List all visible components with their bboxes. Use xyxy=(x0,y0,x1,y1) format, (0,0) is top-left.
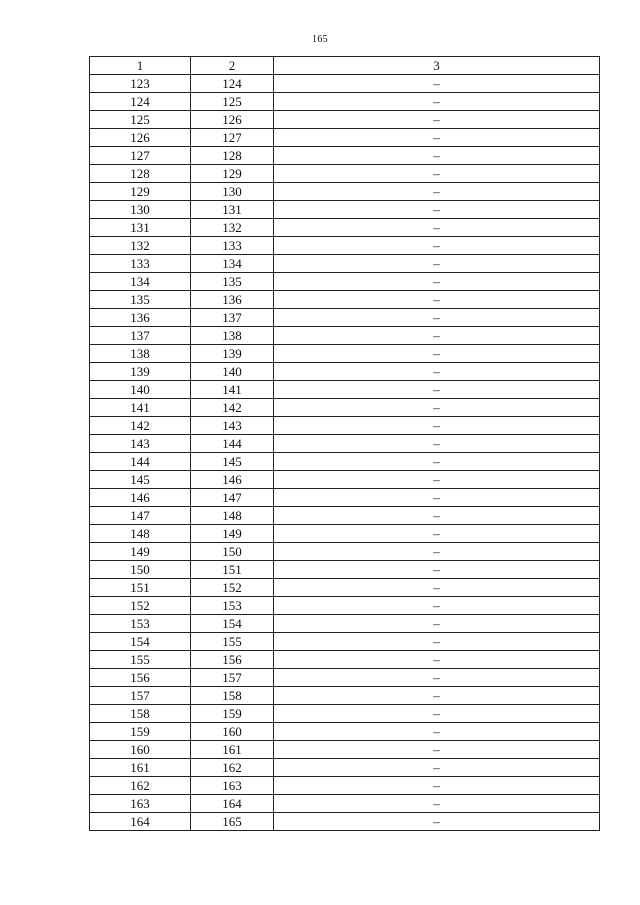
table-cell-col-2: 138 xyxy=(191,327,274,345)
table-cell-col-3: – xyxy=(274,399,600,417)
table-cell-col-1: 141 xyxy=(90,399,191,417)
table-cell-col-2: 151 xyxy=(191,561,274,579)
table-cell-col-1: 150 xyxy=(90,561,191,579)
table-row xyxy=(90,561,600,579)
table-row xyxy=(90,219,600,237)
table-cell-col-1: 132 xyxy=(90,237,191,255)
table-cell-col-1: 151 xyxy=(90,579,191,597)
table-cell-col-3: – xyxy=(274,147,600,165)
table-row xyxy=(90,795,600,813)
table-cell-col-3: – xyxy=(274,561,600,579)
table-cell-col-3: – xyxy=(274,489,600,507)
table-row xyxy=(90,759,600,777)
table-cell-col-3: – xyxy=(274,273,600,291)
table-cell-col-2: 145 xyxy=(191,453,274,471)
table-cell-col-2: 132 xyxy=(191,219,274,237)
column-header-2: 2 xyxy=(191,57,274,75)
table-cell-col-3: – xyxy=(274,183,600,201)
table-cell-col-1: 156 xyxy=(90,669,191,687)
table-row xyxy=(90,777,600,795)
table-cell-col-2: 156 xyxy=(191,651,274,669)
table-cell-col-2: 157 xyxy=(191,669,274,687)
table-cell-col-1: 142 xyxy=(90,417,191,435)
table-cell-col-1: 157 xyxy=(90,687,191,705)
table-cell-col-1: 147 xyxy=(90,507,191,525)
table-cell-col-3: – xyxy=(274,651,600,669)
column-header-3: 3 xyxy=(274,57,600,75)
table-cell-col-1: 158 xyxy=(90,705,191,723)
table-cell-col-2: 124 xyxy=(191,75,274,93)
table-cell-col-1: 143 xyxy=(90,435,191,453)
table-cell-col-1: 159 xyxy=(90,723,191,741)
table-cell-col-1: 138 xyxy=(90,345,191,363)
table-cell-col-3: – xyxy=(274,525,600,543)
table-cell-col-3: – xyxy=(274,687,600,705)
table-row xyxy=(90,435,600,453)
table-cell-col-1: 135 xyxy=(90,291,191,309)
table-cell-col-1: 153 xyxy=(90,615,191,633)
table-cell-col-2: 135 xyxy=(191,273,274,291)
table-row xyxy=(90,273,600,291)
table-cell-col-2: 147 xyxy=(191,489,274,507)
table-row xyxy=(90,381,600,399)
table-row xyxy=(90,525,600,543)
table-cell-col-1: 137 xyxy=(90,327,191,345)
data-table-container xyxy=(89,56,600,831)
table-row xyxy=(90,687,600,705)
table-cell-col-3: – xyxy=(274,507,600,525)
table-row xyxy=(90,165,600,183)
table-cell-col-3: – xyxy=(274,759,600,777)
table-cell-col-2: 154 xyxy=(191,615,274,633)
table-cell-col-2: 139 xyxy=(191,345,274,363)
table-cell-col-2: 131 xyxy=(191,201,274,219)
table-row xyxy=(90,309,600,327)
table-row xyxy=(90,633,600,651)
column-header-1: 1 xyxy=(90,57,191,75)
table-cell-col-2: 160 xyxy=(191,723,274,741)
table-cell-col-3: – xyxy=(274,219,600,237)
table-cell-col-2: 155 xyxy=(191,633,274,651)
table-cell-col-3: – xyxy=(274,597,600,615)
table-cell-col-2: 158 xyxy=(191,687,274,705)
table-cell-col-1: 140 xyxy=(90,381,191,399)
table-row xyxy=(90,453,600,471)
table-cell-col-3: – xyxy=(274,615,600,633)
table-cell-col-2: 128 xyxy=(191,147,274,165)
table-cell-col-2: 148 xyxy=(191,507,274,525)
table-cell-col-2: 165 xyxy=(191,813,274,831)
table-cell-col-1: 160 xyxy=(90,741,191,759)
table-cell-col-1: 161 xyxy=(90,759,191,777)
table-cell-col-1: 164 xyxy=(90,813,191,831)
table-cell-col-3: – xyxy=(274,165,600,183)
table-cell-col-2: 142 xyxy=(191,399,274,417)
table-row xyxy=(90,345,600,363)
table-cell-col-3: – xyxy=(274,813,600,831)
table-cell-col-2: 152 xyxy=(191,579,274,597)
table-cell-col-3: – xyxy=(274,129,600,147)
table-cell-col-3: – xyxy=(274,93,600,111)
table-cell-col-2: 153 xyxy=(191,597,274,615)
table-body xyxy=(90,75,600,831)
table-cell-col-1: 129 xyxy=(90,183,191,201)
table-cell-col-2: 133 xyxy=(191,237,274,255)
table-cell-col-1: 126 xyxy=(90,129,191,147)
table-row xyxy=(90,543,600,561)
table-cell-col-3: – xyxy=(274,255,600,273)
table-cell-col-3: – xyxy=(274,309,600,327)
table-cell-col-1: 133 xyxy=(90,255,191,273)
table-cell-col-1: 154 xyxy=(90,633,191,651)
table-cell-col-1: 155 xyxy=(90,651,191,669)
table-cell-col-2: 125 xyxy=(191,93,274,111)
table-cell-col-1: 130 xyxy=(90,201,191,219)
table-cell-col-1: 152 xyxy=(90,597,191,615)
table-row xyxy=(90,615,600,633)
table-cell-col-3: – xyxy=(274,579,600,597)
table-cell-col-3: – xyxy=(274,327,600,345)
table-row xyxy=(90,813,600,831)
table-cell-col-1: 123 xyxy=(90,75,191,93)
table-row xyxy=(90,399,600,417)
table-cell-col-1: 149 xyxy=(90,543,191,561)
table-cell-col-3: – xyxy=(274,291,600,309)
table-row xyxy=(90,255,600,273)
table-cell-col-2: 161 xyxy=(191,741,274,759)
table-cell-col-3: – xyxy=(274,381,600,399)
table-cell-col-3: – xyxy=(274,363,600,381)
table-row xyxy=(90,597,600,615)
table-cell-col-3: – xyxy=(274,633,600,651)
table-cell-col-2: 127 xyxy=(191,129,274,147)
table-row xyxy=(90,327,600,345)
header-row xyxy=(90,57,600,75)
table-row xyxy=(90,291,600,309)
table-cell-col-1: 162 xyxy=(90,777,191,795)
table-row xyxy=(90,705,600,723)
table-row xyxy=(90,471,600,489)
table-cell-col-2: 141 xyxy=(191,381,274,399)
table-cell-col-2: 150 xyxy=(191,543,274,561)
table-row xyxy=(90,201,600,219)
table-cell-col-2: 136 xyxy=(191,291,274,309)
table-row xyxy=(90,237,600,255)
table-cell-col-3: – xyxy=(274,795,600,813)
table-cell-col-3: – xyxy=(274,453,600,471)
table-cell-col-2: 134 xyxy=(191,255,274,273)
table-cell-col-1: 145 xyxy=(90,471,191,489)
table-cell-col-2: 130 xyxy=(191,183,274,201)
table-cell-col-1: 163 xyxy=(90,795,191,813)
table-cell-col-2: 140 xyxy=(191,363,274,381)
table-row xyxy=(90,111,600,129)
table-cell-col-3: – xyxy=(274,471,600,489)
table-cell-col-2: 126 xyxy=(191,111,274,129)
table-cell-col-2: 164 xyxy=(191,795,274,813)
table-cell-col-2: 162 xyxy=(191,759,274,777)
table-cell-col-2: 159 xyxy=(191,705,274,723)
table-header xyxy=(90,57,600,75)
table-cell-col-3: – xyxy=(274,705,600,723)
table-cell-col-3: – xyxy=(274,741,600,759)
table-row xyxy=(90,579,600,597)
table-cell-col-2: 146 xyxy=(191,471,274,489)
table-row xyxy=(90,651,600,669)
table-row xyxy=(90,417,600,435)
table-cell-col-1: 131 xyxy=(90,219,191,237)
table-cell-col-3: – xyxy=(274,345,600,363)
table-cell-col-3: – xyxy=(274,75,600,93)
table-cell-col-3: – xyxy=(274,723,600,741)
table-cell-col-1: 148 xyxy=(90,525,191,543)
table-cell-col-2: 143 xyxy=(191,417,274,435)
table-cell-col-3: – xyxy=(274,417,600,435)
table-cell-col-2: 137 xyxy=(191,309,274,327)
table-cell-col-1: 144 xyxy=(90,453,191,471)
table-row xyxy=(90,75,600,93)
table-cell-col-1: 136 xyxy=(90,309,191,327)
table-cell-col-2: 129 xyxy=(191,165,274,183)
table-cell-col-1: 124 xyxy=(90,93,191,111)
table-row xyxy=(90,489,600,507)
table-row xyxy=(90,507,600,525)
table-row xyxy=(90,363,600,381)
table-cell-col-1: 125 xyxy=(90,111,191,129)
table-cell-col-1: 128 xyxy=(90,165,191,183)
table-cell-col-3: – xyxy=(274,111,600,129)
table-row xyxy=(90,741,600,759)
table-cell-col-2: 144 xyxy=(191,435,274,453)
page-number: 165 xyxy=(312,34,328,45)
table-cell-col-3: – xyxy=(274,543,600,561)
table-row xyxy=(90,147,600,165)
table-row xyxy=(90,93,600,111)
table-cell-col-3: – xyxy=(274,237,600,255)
data-table xyxy=(89,56,600,831)
table-cell-col-1: 146 xyxy=(90,489,191,507)
table-row xyxy=(90,129,600,147)
table-cell-col-1: 134 xyxy=(90,273,191,291)
table-cell-col-1: 127 xyxy=(90,147,191,165)
table-cell-col-3: – xyxy=(274,435,600,453)
table-cell-col-2: 163 xyxy=(191,777,274,795)
table-cell-col-1: 139 xyxy=(90,363,191,381)
table-row xyxy=(90,669,600,687)
table-cell-col-2: 149 xyxy=(191,525,274,543)
table-cell-col-3: – xyxy=(274,777,600,795)
table-row xyxy=(90,183,600,201)
table-cell-col-3: – xyxy=(274,669,600,687)
table-row xyxy=(90,723,600,741)
table-cell-col-3: – xyxy=(274,201,600,219)
